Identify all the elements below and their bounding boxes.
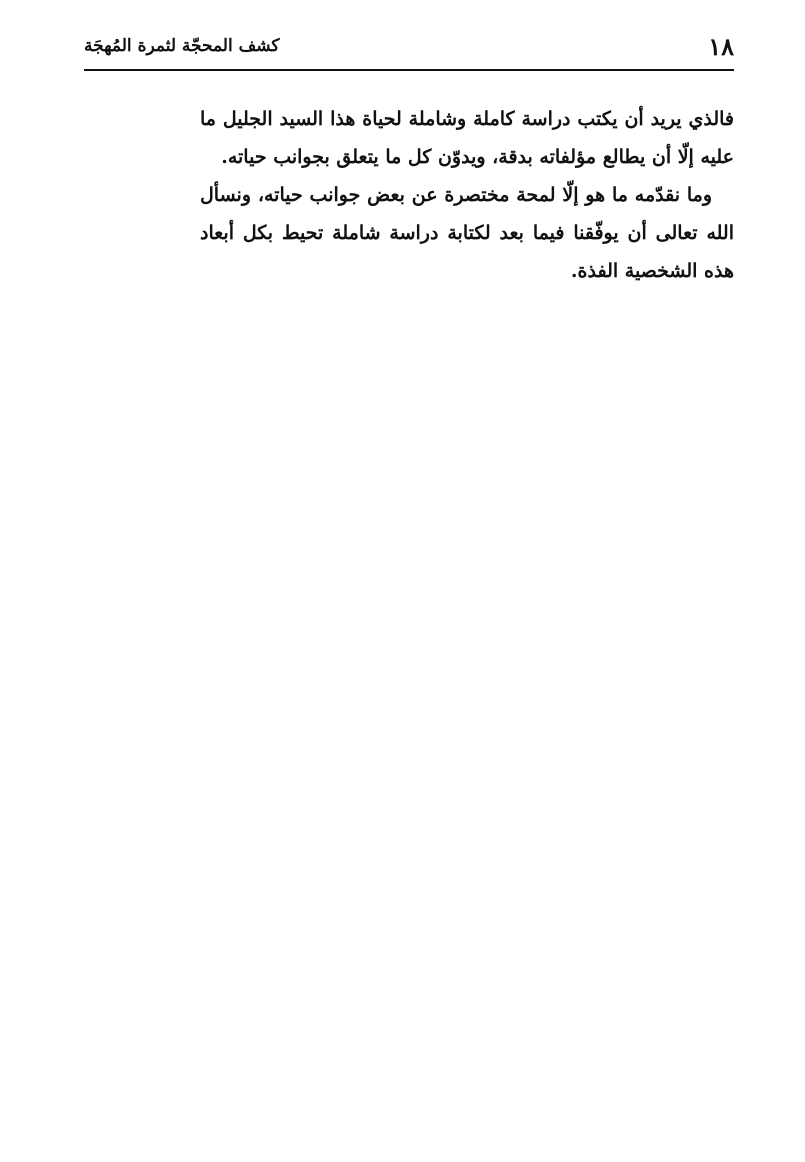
- page-number: ١٨: [708, 32, 734, 61]
- paragraph: وما نقدّمه ما هو إلّا لمحة مختصرة عن بعض جوانب حياته، ونسأل الله تعالى أن يوفّقنا فيما بعد لكتابة دراسة شاملة تحيط بكل أبعاد هذه الشخصية الفذة.: [200, 184, 734, 282]
- running-title: كشف المحجّة لثمرة المُهجَة: [84, 36, 280, 56]
- page-header: [84, 30, 734, 64]
- paragraph: فالذي يريد أن يكتب دراسة كاملة وشاملة لحياة هذا السيد الجليل ما عليه إلّا أن يطالع مؤلفاته بدقة، ويدوّن كل ما يتعلق بجوانب حياته.: [200, 108, 734, 168]
- body-text: [200, 100, 734, 290]
- header-divider: [84, 69, 734, 71]
